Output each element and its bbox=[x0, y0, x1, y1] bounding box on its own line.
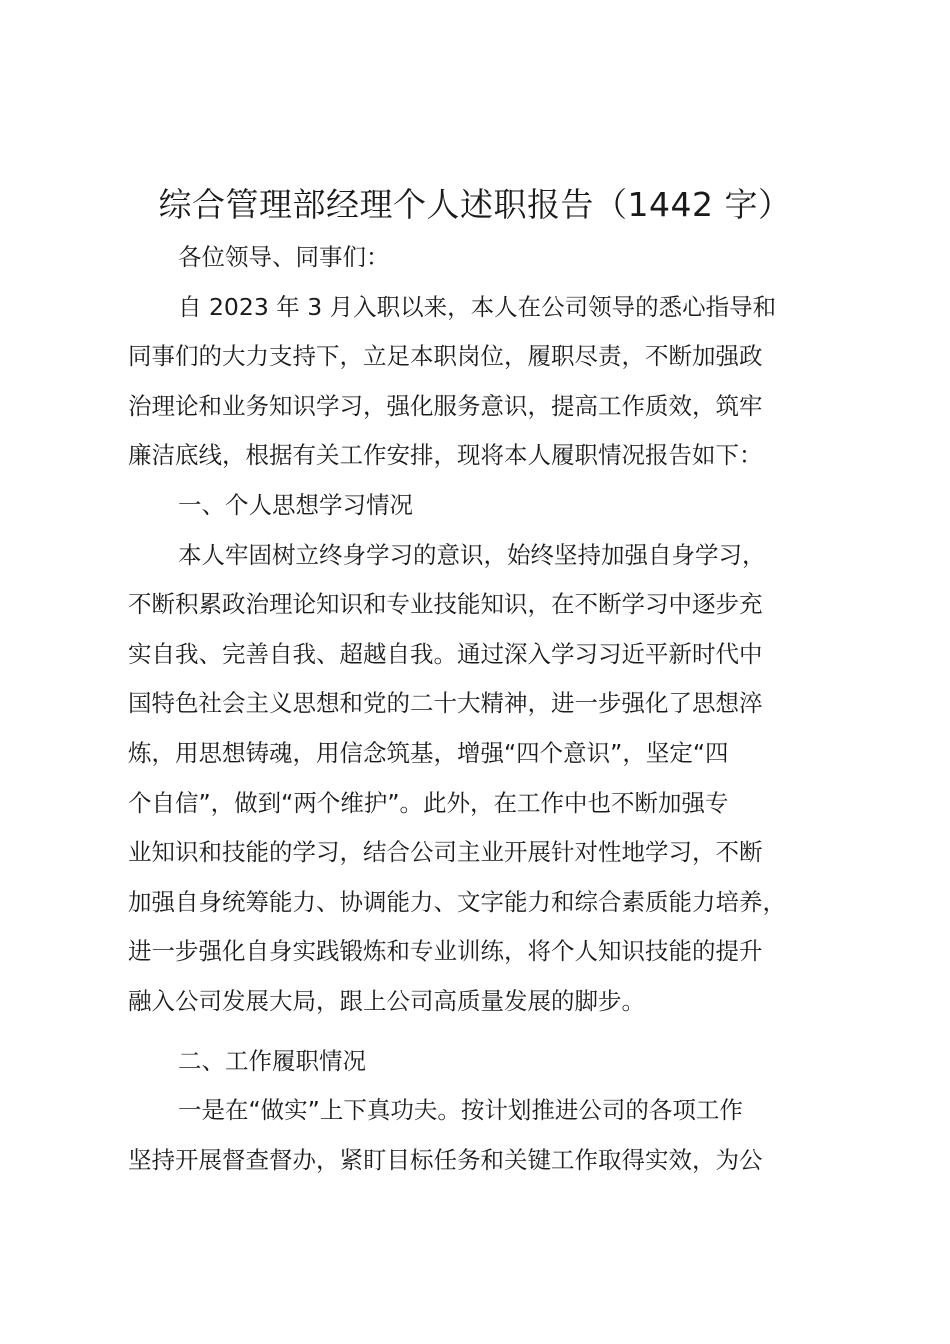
paragraph-line: 进一步强化自身实践锻炼和专业训练，将个人知识技能的提升 bbox=[128, 937, 763, 966]
section-heading-1: 一、个人思想学习情况 bbox=[178, 490, 413, 519]
paragraph-line: 不断积累政治理论知识和专业技能知识，在不断学习中逐步充 bbox=[128, 590, 763, 619]
paragraph-line: 本人牢固树立终身学习的意识，始终坚持加强自身学习， bbox=[178, 540, 766, 569]
paragraph-line: 炼，用思想铸魂，用信念筑基，增强“四个意识”，坚定“四 bbox=[128, 738, 729, 767]
document-body bbox=[128, 233, 838, 1185]
paragraph-line: 国特色社会主义思想和党的二十大精神，进一步强化了思想淬 bbox=[128, 689, 763, 718]
paragraph-line: 同事们的大力支持下，立足本职岗位，履职尽责，不断加强政 bbox=[128, 342, 763, 371]
paragraph-line: 业知识和技能的学习，结合公司主业开展针对性地学习，不断 bbox=[128, 838, 763, 867]
paragraph-line: 自 2023 年 3 月入职以来，本人在公司领导的悉心指导和 bbox=[178, 292, 777, 321]
paragraph-line: 实自我、完善自我、超越自我。通过深入学习习近平新时代中 bbox=[128, 639, 763, 668]
paragraph-line: 加强自身统筹能力、协调能力、文字能力和综合素质能力培养， bbox=[128, 887, 786, 916]
paragraph-line: 廉洁底线，根据有关工作安排，现将本人履职情况报告如下： bbox=[128, 441, 763, 470]
paragraph-line: 个自信”，做到“两个维护”。此外，在工作中也不断加强专 bbox=[128, 788, 729, 817]
paragraph-line: 融入公司发展大局，跟上公司高质量发展的脚步。 bbox=[128, 986, 645, 1015]
salutation: 各位领导、同事们： bbox=[178, 243, 390, 271]
paragraph-line: 治理论和业务知识学习，强化服务意识，提高工作质效，筑牢 bbox=[128, 391, 763, 420]
section-heading-2: 二、工作履职情况 bbox=[178, 1046, 366, 1075]
paragraph-line: 坚持开展督查督办，紧盯目标任务和关键工作取得实效，为公 bbox=[128, 1145, 763, 1174]
paragraph-line: 一是在“做实”上下真功夫。按计划推进公司的各项工作 bbox=[178, 1096, 743, 1125]
document-title: 综合管理部经理个人述职报告（1442 字） bbox=[158, 185, 792, 224]
